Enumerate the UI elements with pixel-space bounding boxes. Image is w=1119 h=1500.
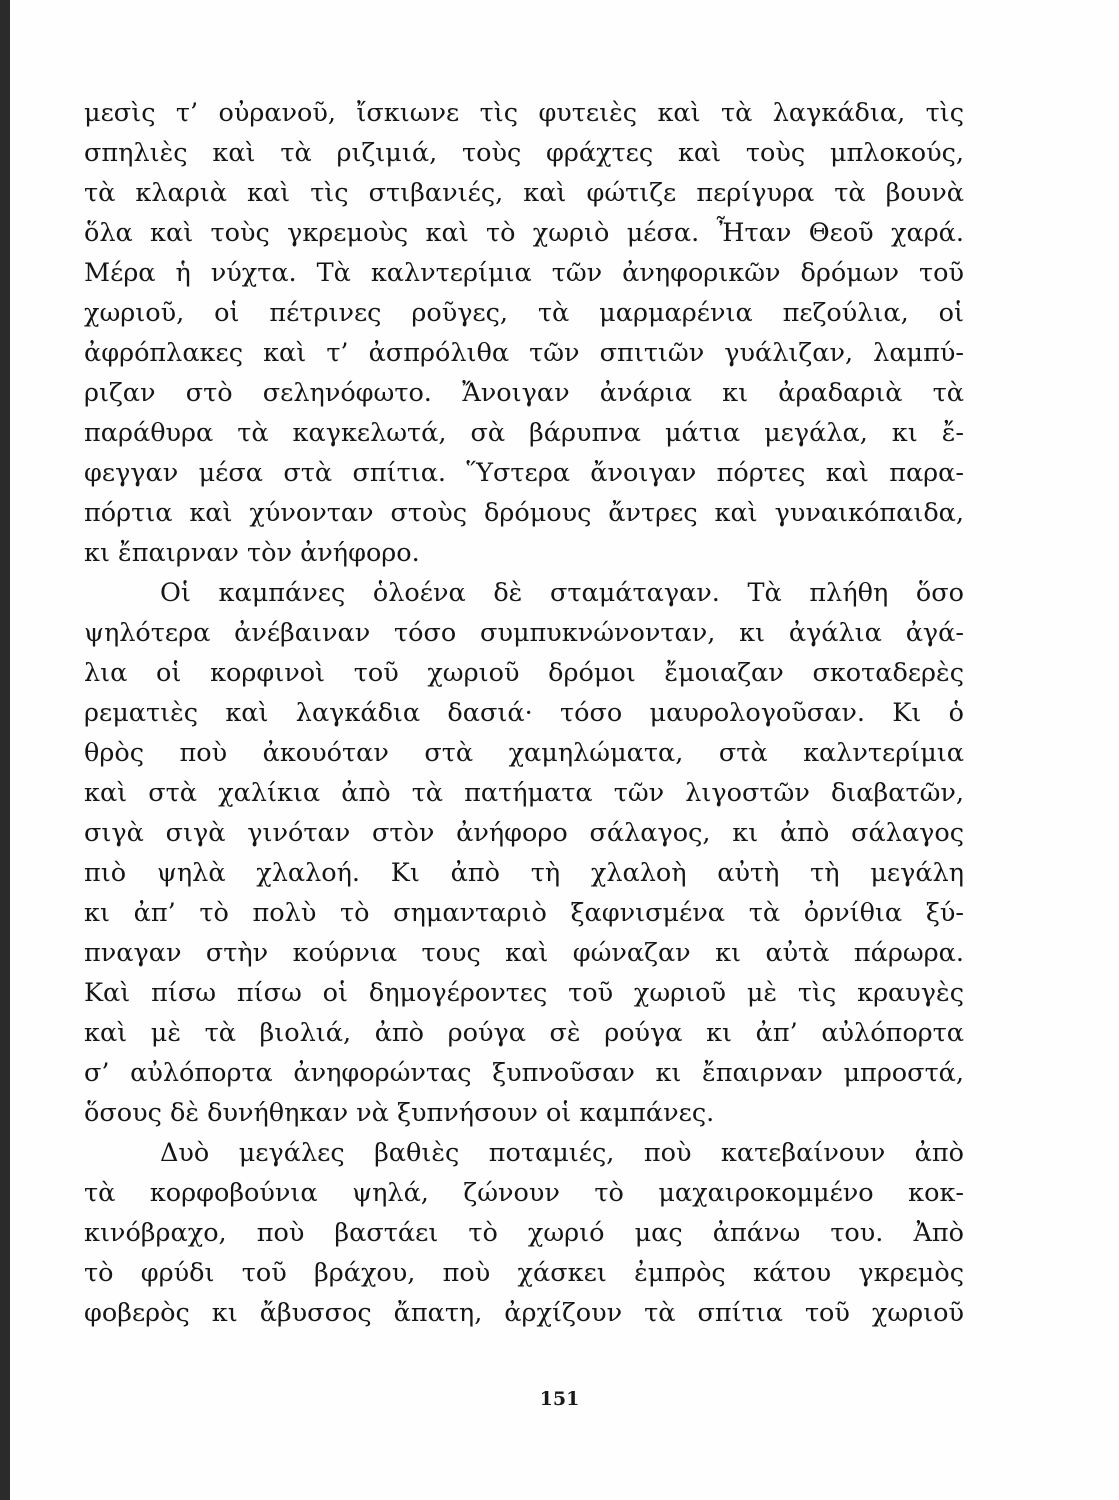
binding-edge: [0, 0, 10, 1500]
text-line: σπηλιὲς καὶ τὰ ριζιμιά, τοὺς φράχτες καὶ τοὺς μπλοκούς,: [84, 138, 964, 168]
text-line: σιγὰ σιγὰ γινόταν στὸν ἀνήφορο σάλαγος, κι ἀπὸ σάλαγος: [84, 818, 964, 848]
text-line: τὸ φρύδι τοῦ βράχου, ποὺ χάσκει ἐμπρὸς κάτου γκρεμὸς: [84, 1258, 964, 1288]
text-line: κι ἔπαιρναν τὸν ἀνήφορο.: [84, 538, 420, 568]
page-number: 151: [539, 1388, 580, 1410]
text-line: ὅλα καὶ τοὺς γκρεμοὺς καὶ τὸ χωριὸ μέσα. Ἦταν Θεοῦ χαρά.: [84, 218, 964, 248]
text-line: πναγαν στὴν κούρνια τους καὶ φώναζαν κι αὐτὰ πάρωρα.: [84, 938, 964, 968]
text-line: τὰ κορφοβούνια ψηλά, ζώνουν τὸ μαχαιροκομμένο κοκ-: [84, 1178, 964, 1208]
text-line: μεσὶς τ’ οὐρανοῦ, ἴσκιωνε τὶς φυτειὲς καὶ τὰ λαγκάδια, τὶς: [84, 98, 964, 128]
text-line: κι ἀπ’ τὸ πολὺ τὸ σημανταριὸ ξαφνισμένα τὰ ὀρνίθια ξύ-: [84, 898, 964, 928]
text-line: ψηλότερα ἀνέβαιναν τόσο συμπυκνώνονταν, κι ἀγάλια ἀγά-: [84, 618, 964, 648]
text-line: Καὶ πίσω πίσω οἱ δημογέροντες τοῦ χωριοῦ μὲ τὶς κραυγὲς: [84, 978, 964, 1008]
text-line: ὅσους δὲ δυνήθηκαν νὰ ξυπνήσουν οἱ καμπάνες.: [84, 1098, 715, 1128]
text-line: Οἱ καμπάνες ὁλοένα δὲ σταμάταγαν. Τὰ πλήθη ὅσο: [160, 578, 964, 608]
text-line: φοβερὸς κι ἄβυσσος ἄπατη, ἀρχίζουν τὰ σπίτια τοῦ χωριοῦ: [84, 1298, 964, 1328]
text-line: σ’ αὐλόπορτα ἀνηφορώντας ξυπνοῦσαν κι ἔπαιρναν μπροστά,: [84, 1058, 964, 1088]
text-line: πόρτια καὶ χύνονταν στοὺς δρόμους ἄντρες καὶ γυναικόπαιδα,: [84, 498, 964, 528]
text-line: καὶ μὲ τὰ βιολιά, ἀπὸ ρούγα σὲ ρούγα κι ἀπ’ αὐλόπορτα: [84, 1018, 964, 1048]
text-line: πιὸ ψηλὰ χλαλοή. Κι ἀπὸ τὴ χλαλοὴ αὐτὴ τὴ μεγάλη: [84, 858, 964, 888]
text-line: παράθυρα τὰ καγκελωτά, σὰ βάρυπνα μάτια μεγάλα, κι ἔ-: [84, 418, 964, 448]
text-line: λια οἱ κορφινοὶ τοῦ χωριοῦ δρόμοι ἔμοιαζαν σκοταδερὲς: [84, 658, 964, 688]
text-line: Δυὸ μεγάλες βαθιὲς ποταμιές, ποὺ κατεβαίνουν ἀπὸ: [160, 1138, 964, 1168]
text-line: τὰ κλαριὰ καὶ τὶς στιβανιές, καὶ φώτιζε περίγυρα τὰ βουνὰ: [84, 178, 964, 208]
text-line: ἀφρόπλακες καὶ τ’ ἀσπρόλιθα τῶν σπιτιῶν γυάλιζαν, λαμπύ-: [84, 338, 964, 368]
text-line: ριζαν στὸ σεληνόφωτο. Ἄνοιγαν ἀνάρια κι ἀραδαριὰ τὰ: [84, 378, 964, 408]
text-line: καὶ στὰ χαλίκια ἀπὸ τὰ πατήματα τῶν λιγοστῶν διαβατῶν,: [84, 778, 964, 808]
text-line: Μέρα ἡ νύχτα. Τὰ καλντερίμια τῶν ἀνηφορικῶν δρόμων τοῦ: [84, 258, 964, 288]
text-line: χωριοῦ, οἱ πέτρινες ροῦγες, τὰ μαρμαρένια πεζούλια, οἱ: [84, 298, 964, 328]
text-line: θρὸς ποὺ ἀκουόταν στὰ χαμηλώματα, στὰ καλντερίμια: [84, 738, 964, 768]
text-line: φεγγαν μέσα στὰ σπίτια. Ὕστερα ἄνοιγαν πόρτες καὶ παρα-: [84, 458, 964, 488]
body-text: [84, 93, 964, 1333]
text-line: ρεματιὲς καὶ λαγκάδια δασιά· τόσο μαυρολογοῦσαν. Κι ὁ: [84, 698, 964, 728]
text-line: κινόβραχο, ποὺ βαστάει τὸ χωριό μας ἀπάνω του. Ἀπὸ: [84, 1218, 964, 1248]
